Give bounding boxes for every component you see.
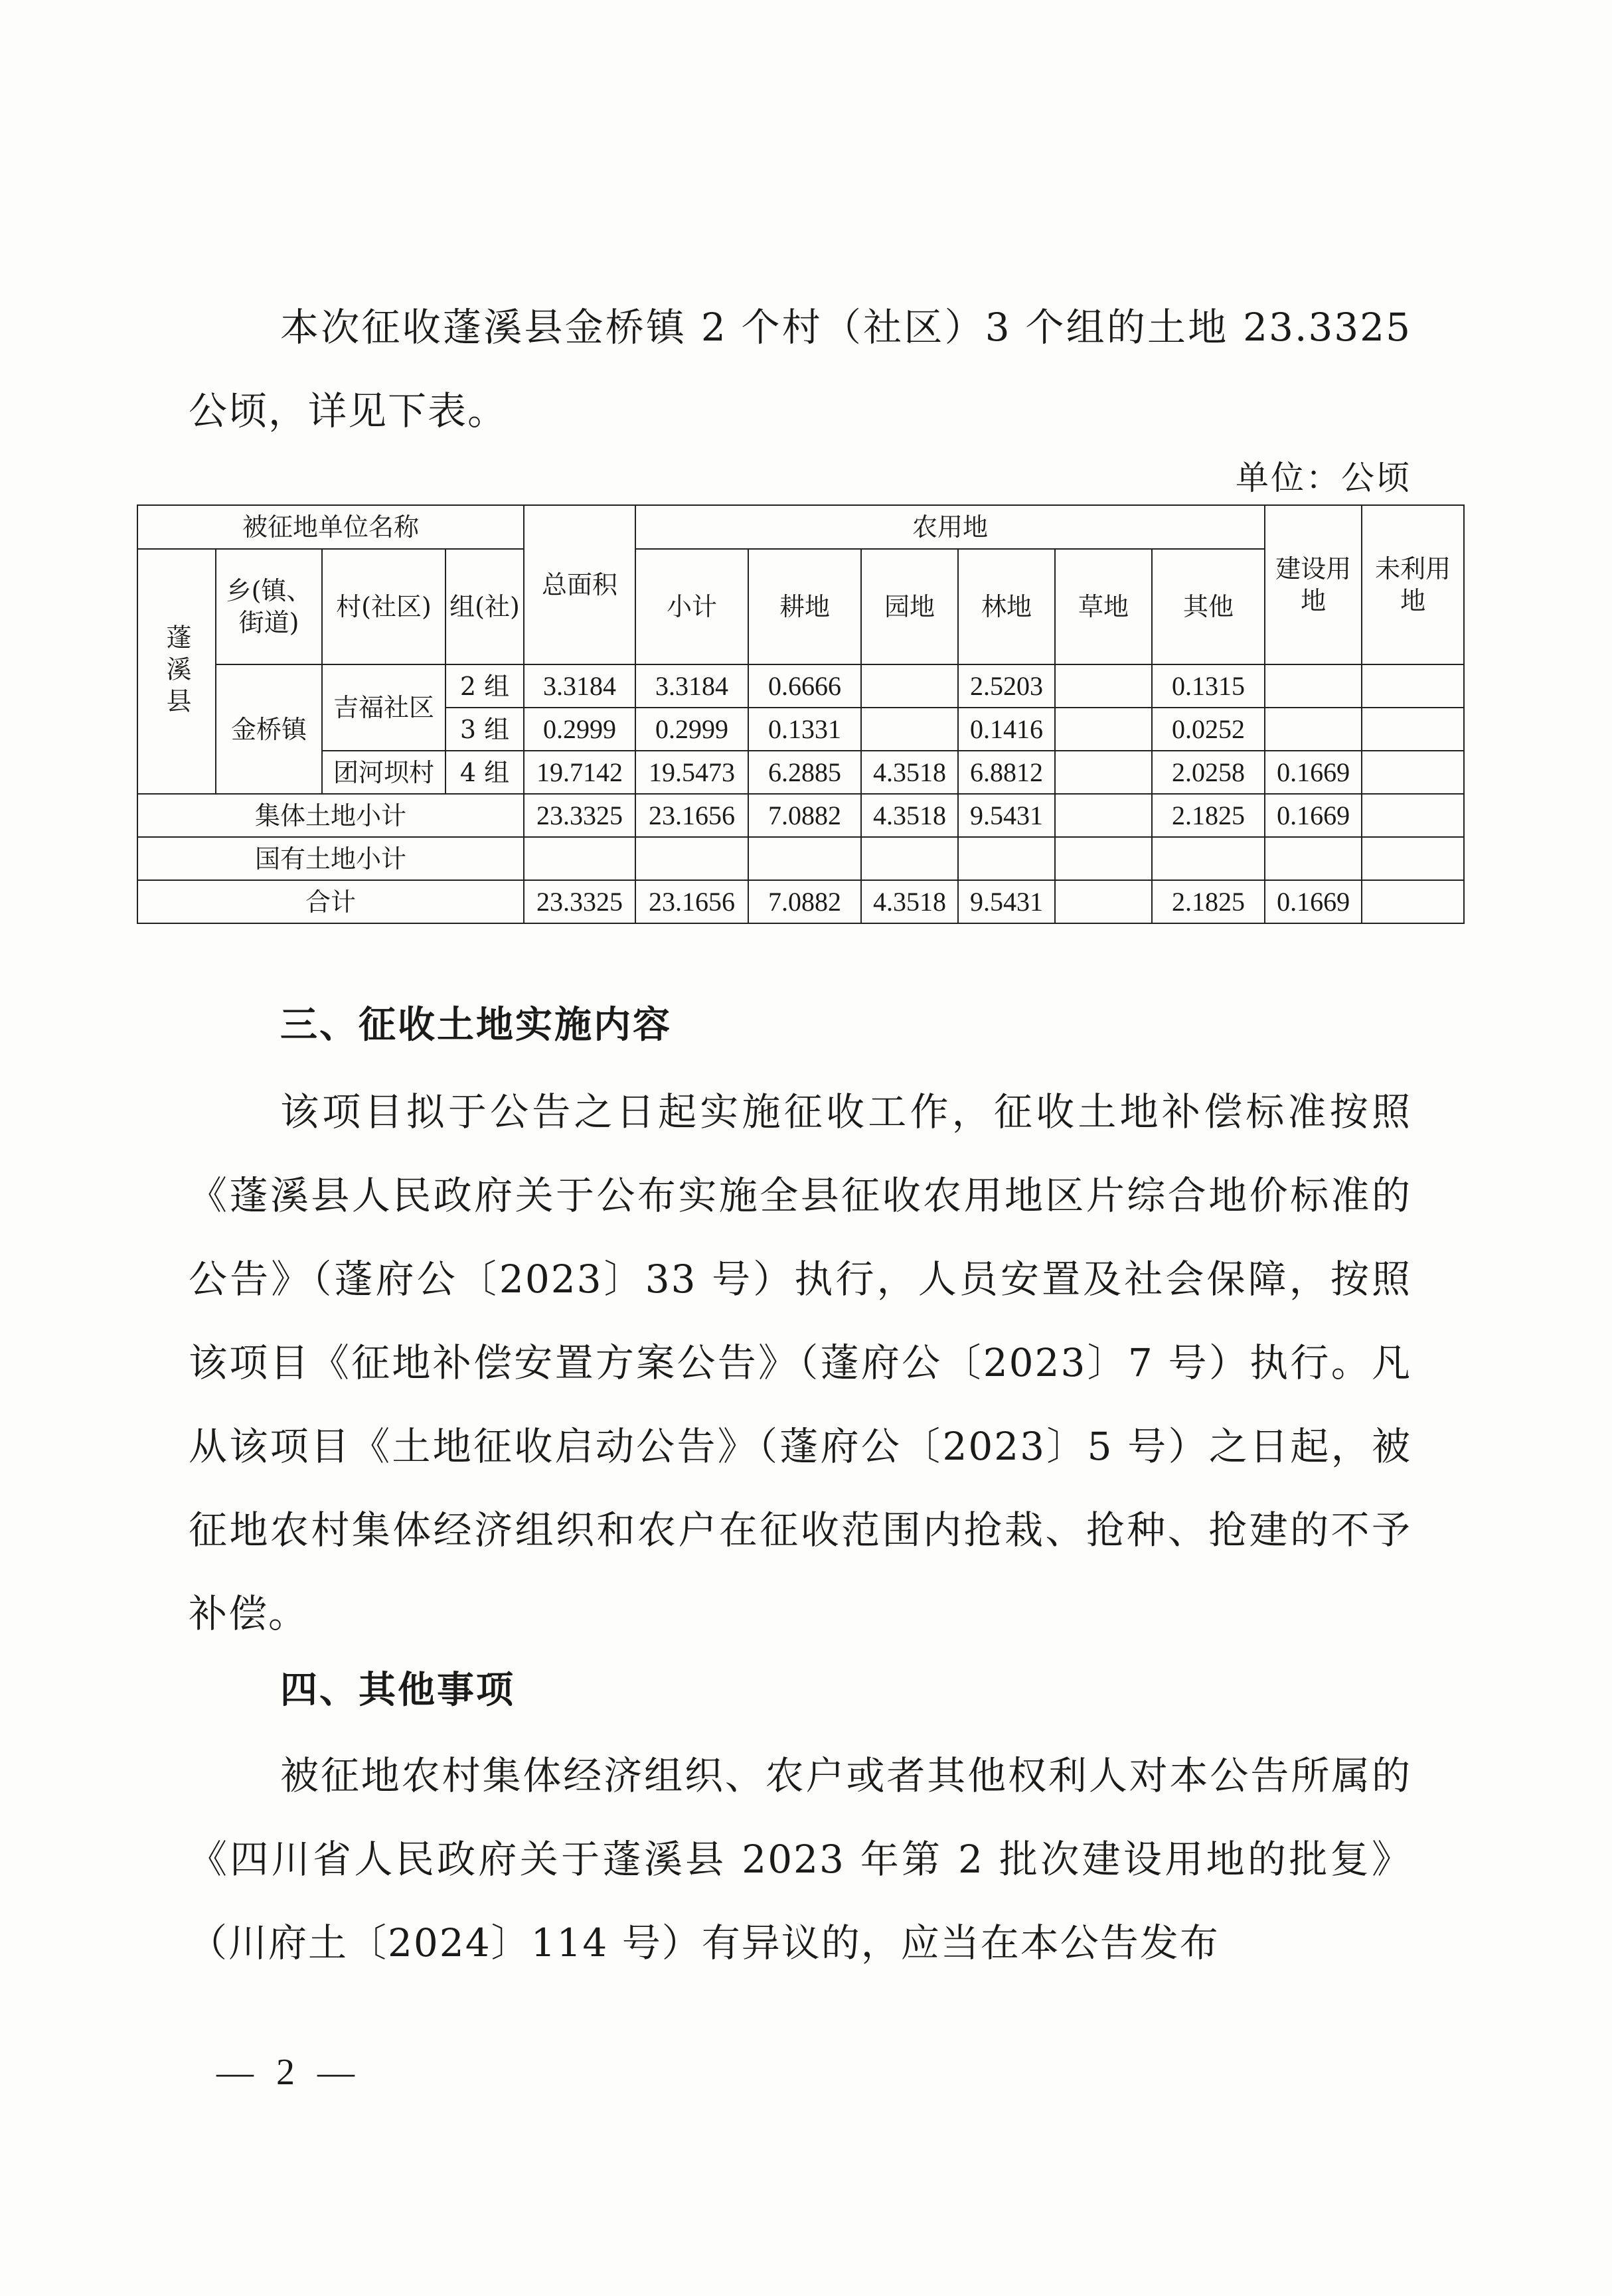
forest-cell: 6.8812 <box>958 751 1055 794</box>
unused-cell <box>1362 708 1464 751</box>
arable-cell: 6.2885 <box>748 751 861 794</box>
unused-cell <box>1362 751 1464 794</box>
section4-paragraph: 被征地农村集体经济组织、农户或者其他权利人对本公告所属的《四川省人民政府关于蓬溪县 2023 年第 2 批次建设用地的批复》（川府土〔2024〕114 号）有异议的，应当在本公告发布 <box>189 1753 1411 1965</box>
garden-cell: 4.3518 <box>861 880 958 923</box>
arable-cell: 7.0882 <box>748 794 861 837</box>
unused-cell <box>1362 794 1464 837</box>
other-cell: 2.1825 <box>1152 880 1265 923</box>
header-village: 村(社区) <box>322 549 445 664</box>
row-label: 国有土地小计 <box>137 837 524 880</box>
garden-cell <box>861 708 958 751</box>
section4-title: 四、其他事项 <box>280 1669 515 1712</box>
other-cell: 2.1825 <box>1152 794 1265 837</box>
garden-cell <box>861 664 958 708</box>
other-cell: 0.0252 <box>1152 708 1265 751</box>
forest-cell: 2.5203 <box>958 664 1055 708</box>
forest-cell: 0.1416 <box>958 708 1055 751</box>
header-forest: 林地 <box>958 549 1055 664</box>
sub-cell <box>635 837 748 880</box>
total-cell: 3.3184 <box>524 664 635 708</box>
grass-cell <box>1055 837 1152 880</box>
unused-cell <box>1362 664 1464 708</box>
grand-total-row <box>137 880 1464 923</box>
forest-cell <box>958 837 1055 880</box>
total-cell: 23.3325 <box>524 794 635 837</box>
sub-cell: 23.1656 <box>635 880 748 923</box>
build-cell <box>1265 664 1362 708</box>
other-cell <box>1152 837 1265 880</box>
header-unit-name: 被征地单位名称 <box>137 505 524 549</box>
header-town: 乡(镇、街道) <box>216 549 322 664</box>
page-number: — 2 — <box>216 2052 361 2093</box>
header-grass: 草地 <box>1055 549 1152 664</box>
header-county <box>137 549 216 794</box>
sub-cell: 3.3184 <box>635 664 748 708</box>
collective-subtotal-row <box>137 794 1464 837</box>
header-unused: 未利用地 <box>1362 505 1464 664</box>
build-cell: 0.1669 <box>1265 794 1362 837</box>
header-sub: 小计 <box>635 549 748 664</box>
unit-label: 单位：公顷 <box>1236 459 1411 497</box>
village-cell: 吉福社区 <box>322 664 445 751</box>
sub-cell: 0.2999 <box>635 708 748 751</box>
garden-cell: 4.3518 <box>861 794 958 837</box>
sub-cell: 19.5473 <box>635 751 748 794</box>
header-garden: 园地 <box>861 549 958 664</box>
land-table <box>137 504 1465 924</box>
table-row <box>137 664 1464 708</box>
header-arable: 耕地 <box>748 549 861 664</box>
unused-cell <box>1362 880 1464 923</box>
grass-cell <box>1055 664 1152 708</box>
group-cell: 3 组 <box>445 708 524 751</box>
header-build: 建设用地 <box>1265 505 1362 664</box>
row-label: 集体土地小计 <box>137 794 524 837</box>
garden-cell <box>861 837 958 880</box>
row-label: 合计 <box>137 880 524 923</box>
total-cell: 0.2999 <box>524 708 635 751</box>
arable-cell <box>748 837 861 880</box>
village-cell: 团河坝村 <box>322 751 445 794</box>
grass-cell <box>1055 880 1152 923</box>
arable-cell: 7.0882 <box>748 880 861 923</box>
garden-cell: 4.3518 <box>861 751 958 794</box>
header-total: 总面积 <box>524 505 635 664</box>
forest-cell: 9.5431 <box>958 794 1055 837</box>
build-cell: 0.1669 <box>1265 880 1362 923</box>
county-text: 蓬溪县 <box>162 623 191 720</box>
build-cell: 0.1669 <box>1265 751 1362 794</box>
sub-cell: 23.1656 <box>635 794 748 837</box>
grass-cell <box>1055 794 1152 837</box>
grass-cell <box>1055 708 1152 751</box>
build-cell <box>1265 708 1362 751</box>
town-cell: 金桥镇 <box>216 664 322 794</box>
state-subtotal-row <box>137 837 1464 880</box>
arable-cell: 0.1331 <box>748 708 861 751</box>
other-cell: 0.1315 <box>1152 664 1265 708</box>
total-cell: 23.3325 <box>524 880 635 923</box>
other-cell: 2.0258 <box>1152 751 1265 794</box>
intro-paragraph: 本次征收蓬溪县金桥镇 2 个村（社区）3 个组的土地 23.3325 公顷，详见下表。 <box>189 305 1411 433</box>
section3-paragraph: 该项目拟于公告之日起实施征收工作，征收土地补偿标准按照《蓬溪县人民政府关于公布实施全县征收农用地区片综合地价标准的公告》（蓬府公〔2023〕33 号）执行，人员安置及社会保障，按照该项目《征地补偿安置方案公告》（蓬府公〔2023〕7 号）执行。凡从该项目《土地征收启动公告》（蓬府公〔2023〕5 号）之日起，被征地农村集体经济组织和农户在征收范围内抢栽、抢种、抢建的不予补偿。 <box>189 1089 1411 1636</box>
header-other: 其他 <box>1152 549 1265 664</box>
header-group: 组(社) <box>445 549 524 664</box>
forest-cell: 9.5431 <box>958 880 1055 923</box>
total-cell: 19.7142 <box>524 751 635 794</box>
table-row <box>137 751 1464 794</box>
section3-title: 三、征收土地实施内容 <box>280 1004 672 1047</box>
total-cell <box>524 837 635 880</box>
unused-cell <box>1362 837 1464 880</box>
arable-cell: 0.6666 <box>748 664 861 708</box>
build-cell <box>1265 837 1362 880</box>
header-agri: 农用地 <box>635 505 1265 549</box>
group-cell: 2 组 <box>445 664 524 708</box>
group-cell: 4 组 <box>445 751 524 794</box>
grass-cell <box>1055 751 1152 794</box>
